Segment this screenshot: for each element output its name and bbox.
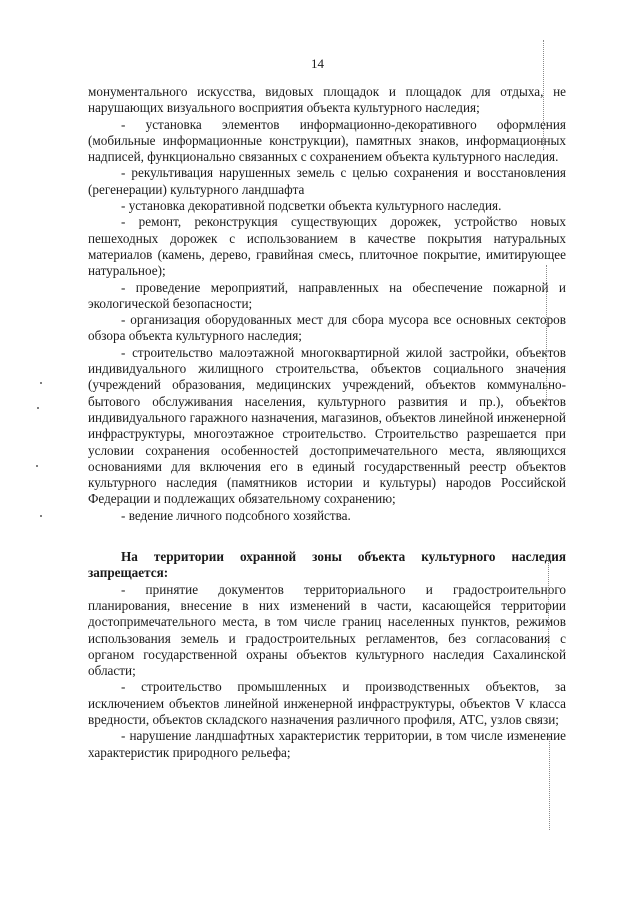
scan-speck [36, 465, 38, 467]
scan-artifact-line [546, 265, 547, 405]
scan-artifact-line [543, 40, 544, 150]
list-item: - ведение личного подсобного хозяйства. [121, 507, 351, 523]
list-item: - принятие документов территориального и градостроительного планирования, внесение в них изменений в части, касающейся территории достопримечательного места, в том числе границ населенных пунктов, режимов использования земель и градостроительных регламентов, без согласования с органом государственной охраны объектов культурного наследия Сахалинской области; [88, 581, 566, 679]
paragraph-continuation: монументального искусства, видовых площадок и площадок для отдыха, не нарушающих визуального восприятия объекта культурного наследия; [88, 84, 566, 116]
list-item: - ремонт, реконструкция существующих дорожек, устройство новых пешеходных дорожек с использованием в качестве покрытия натуральных материалов (камень, дерево, гравийная смесь, плиточное покрытие, имитирующее натуральное); [88, 214, 566, 279]
list-item: - строительство малоэтажной многоквартирной жилой застройки, объектов индивидуального жилищного строительства, объектов социального значения (учреждений образования, медицинских учреждений, объектов коммунально-бытового обслуживания населения, культурного развития и пр.), объектов индивидуального гаражного назначения, магазинов, объектов линейной инженерной инфраструктуры, многоэтажное строительство. Строительство разрешается при условии сохранения особенностей достопримечательного места, являющихся основаниями для включения его в единый государственный реестр объектов культурного наследия (памятников истории и культуры) народов Российской Федерации и подлежащих обязательному сохранению; [88, 344, 566, 507]
list-item: - строительство промышленных и производственных объектов, за исключением объектов линейной инженерной инфраструктуры, объектов V класса вредности, объектов складского назначения различного профиля, АТС, узлов связи; [88, 679, 566, 727]
list-item: - установка декоративной подсветки объекта культурного наследия. [121, 198, 502, 214]
section-heading: На территории охранной зоны объекта культурного наследия запрещается: [88, 549, 566, 581]
list-item: - нарушение ландшафтных характеристик территории, в том числе изменение характеристик природного рельефа; [88, 728, 566, 760]
scan-artifact-line [549, 735, 550, 830]
scan-artifact-line [548, 560, 549, 650]
page-number: 14 [311, 56, 324, 71]
list-item: - проведение мероприятий, направленных на обеспечение пожарной и экологической безопасности; [88, 279, 566, 311]
scan-speck [37, 407, 39, 409]
list-item: - рекультивация нарушенных земель с целью сохранения и восстановления (регенерации) культурного ландшафта [88, 165, 566, 197]
scan-speck [40, 382, 42, 384]
allowed-activities-list [88, 84, 566, 761]
list-item: - установка элементов информационно-декоративного оформления (мобильные информационные конструкции), памятных знаков, информационных надписей, функционально связанных с сохранением объекта культурного наследия. [88, 116, 566, 165]
scan-speck [40, 515, 42, 517]
list-item: - организация оборудованных мест для сбора мусора все основных секторов обзора объекта культурного наследия; [88, 312, 566, 344]
